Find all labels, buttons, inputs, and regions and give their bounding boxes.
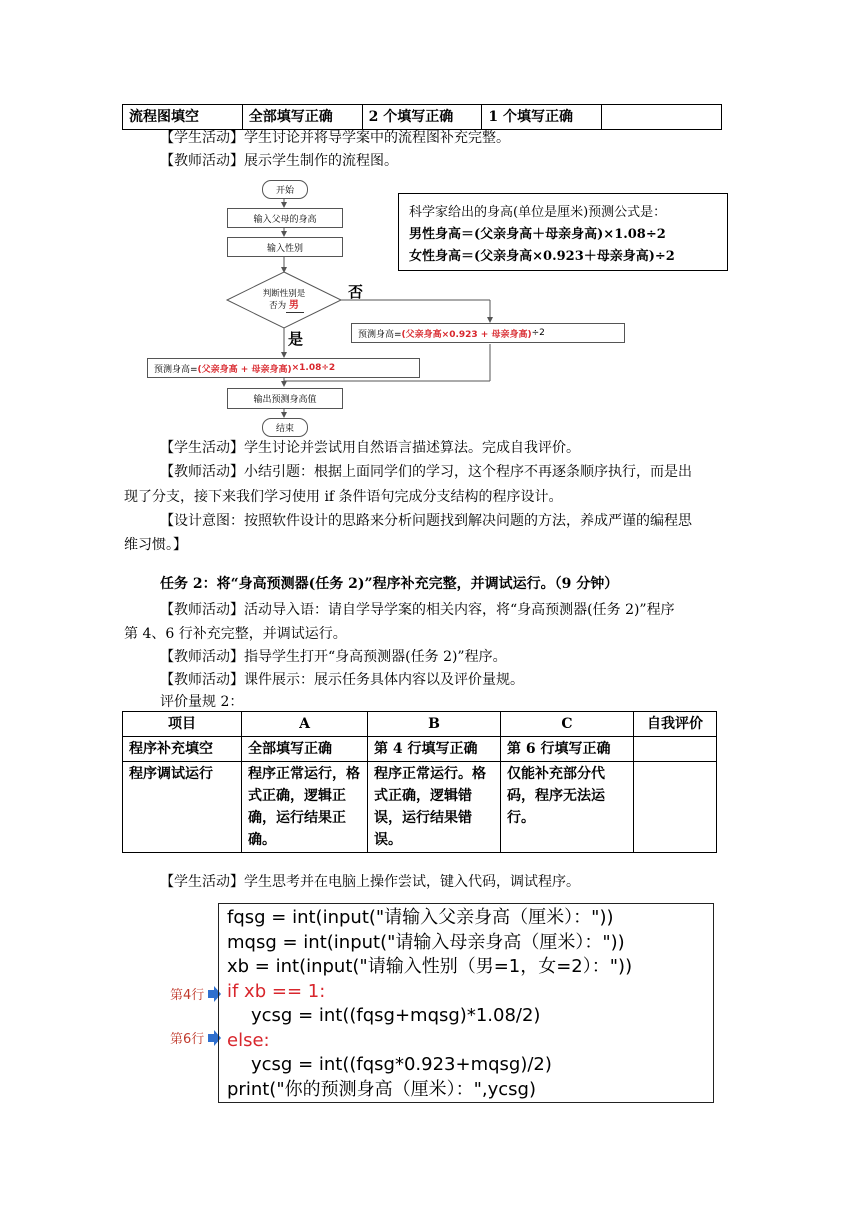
flow-input-parents-label: 输入父母的身高	[253, 214, 317, 225]
task2-title: 任务 2：将“身高预测器(任务 2)”程序补充完整，并调试运行。（9 分钟）	[160, 576, 619, 592]
line6-marker-label: 第6行	[170, 1032, 205, 1047]
paragraph-line: 现了分支，接下来我们学习使用 if 条件语句完成分支结构的程序设计。	[124, 489, 563, 505]
female-suffix: ÷2	[531, 328, 545, 338]
line4-marker-label: 第4行	[170, 988, 205, 1003]
flow-end	[262, 418, 308, 437]
paragraph-line: 【学生活动】学生思考并在电脑上操作尝试，键入代码，调试程序。	[160, 874, 580, 890]
flow-input-parents	[227, 208, 343, 228]
paragraph-line: 【学生活动】学生讨论并尝试用自然语言描述算法。完成自我评价。	[160, 440, 580, 456]
flow-start	[262, 180, 308, 199]
decision-value: 男	[288, 300, 299, 311]
flow-input-gender-label: 输入性别	[266, 243, 303, 254]
flow-male-formula	[147, 358, 420, 378]
code-line: ycsg = int((fqsg+mqsg)*1.08/2)	[251, 1005, 541, 1026]
paragraph-line: 【教师活动】展示学生制作的流程图。	[160, 153, 398, 169]
female-formula: (父亲身高×0.923 + 母亲身高)	[401, 329, 532, 340]
formula-line: 男性身高＝(父亲身高＋母亲身高)×1.08÷2	[409, 227, 666, 242]
formula-line: 科学家给出的身高(单位是厘米)预测公式是：	[409, 205, 667, 220]
paragraph-line: 评价量规 2：	[160, 694, 244, 710]
rubric-cell: 程序调试运行	[123, 762, 242, 853]
male-formula: (父亲身高 + 母亲身高)	[197, 364, 292, 375]
rubric-header: A	[242, 712, 368, 737]
decision-underline	[286, 312, 304, 313]
decision-line2	[252, 300, 316, 312]
flow-female-formula	[351, 323, 625, 343]
flow-start-label: 开始	[275, 186, 294, 196]
no-label: 否	[348, 283, 364, 301]
rubric-header: B	[368, 712, 501, 737]
code-line: else:	[227, 1029, 270, 1051]
paragraph-line: 维习惯。】	[124, 537, 187, 553]
paragraph-line: 【学生活动】学生讨论并将导学案中的流程图补充完整。	[160, 130, 510, 146]
female-prefix: 预测身高=	[358, 329, 402, 340]
paragraph-line: 【教师活动】课件展示：展示任务具体内容以及评价量规。	[160, 672, 524, 688]
table-row	[123, 737, 717, 762]
flow-output-label: 输出预测身高值	[253, 395, 317, 405]
paragraph-line: 第 4、6 行补充完整，并调试运行。	[124, 626, 347, 642]
rubric-cell: 程序正常运行。格式正确，逻辑错误，运行结果错误。	[368, 762, 501, 853]
rubric-header: C	[501, 712, 634, 737]
male-prefix: 预测身高=	[154, 364, 198, 375]
paragraph-line: 【教师活动】活动导入语：请自学导学案的相关内容，将“身高预测器(任务 2)”程序	[160, 602, 675, 618]
line6-marker	[170, 1028, 204, 1047]
top-table-cell: 2 个填写正确	[362, 105, 482, 130]
paragraph-line: 【教师活动】指导学生打开“身高预测器(任务 2)”程序。	[160, 649, 507, 665]
code-line: print("你的预测身高（厘米）：",ycsg)	[227, 1078, 536, 1100]
decision-text	[252, 289, 316, 312]
rubric-cell: 全部填写正确	[242, 737, 368, 762]
code-line: if xb == 1:	[227, 980, 326, 1002]
decision-line1: 判断性别是	[262, 289, 306, 299]
rubric-cell: 程序正常运行，格式正确，逻辑正确，运行结果正确。	[242, 762, 368, 853]
decision-line2-label: 否为	[269, 301, 287, 311]
rubric-cell	[634, 737, 717, 762]
top-table-cell: 流程图填空	[123, 105, 243, 130]
rubric-cell: 程序补充填空	[123, 737, 242, 762]
rubric-cell: 仅能补充部分代码，程序无法运行。	[501, 762, 634, 853]
code-line: xb = int(input("请输入性别（男=1，女=2）："))	[227, 956, 633, 977]
flow-end-label: 结束	[275, 424, 294, 434]
formula-box	[398, 193, 728, 271]
code-line: mqsg = int(input("请输入母亲身高（厘米）："))	[227, 931, 625, 953]
top-table-cell: 1 个填写正确	[482, 105, 602, 130]
paragraph-line: 【教师活动】小结引题：根据上面同学们的学习，这个程序不再逐条顺序执行，而是出	[160, 464, 692, 480]
rubric-header: 自我评价	[634, 712, 717, 737]
rubric-header-row	[123, 712, 717, 737]
male-suffix: ×1.08÷2	[291, 363, 336, 373]
rubric-cell: 第 6 行填写正确	[501, 737, 634, 762]
code-line: fqsg = int(input("请输入父亲身高（厘米）："))	[227, 907, 614, 928]
code-box	[218, 903, 714, 1103]
formula-line: 女性身高＝(父亲身高×0.923＋母亲身高)÷2	[409, 249, 675, 264]
rubric-cell	[634, 762, 717, 853]
paragraph-line: 【设计意图：按照软件设计的思路来分析问题找到解决问题的方法，养成严谨的编程思	[160, 513, 692, 529]
line4-marker	[170, 984, 204, 1003]
code-line: ycsg = int((fqsg*0.923+mqsg)/2)	[251, 1054, 552, 1075]
flow-input-gender	[227, 237, 343, 257]
yes-label: 是	[288, 330, 304, 348]
rubric-header: 项目	[123, 712, 242, 737]
rubric-table	[122, 711, 717, 853]
flow-output	[227, 388, 343, 409]
top-table-cell: 全部填写正确	[242, 105, 362, 130]
rubric-cell: 第 4 行填写正确	[368, 737, 501, 762]
table-row	[123, 762, 717, 853]
